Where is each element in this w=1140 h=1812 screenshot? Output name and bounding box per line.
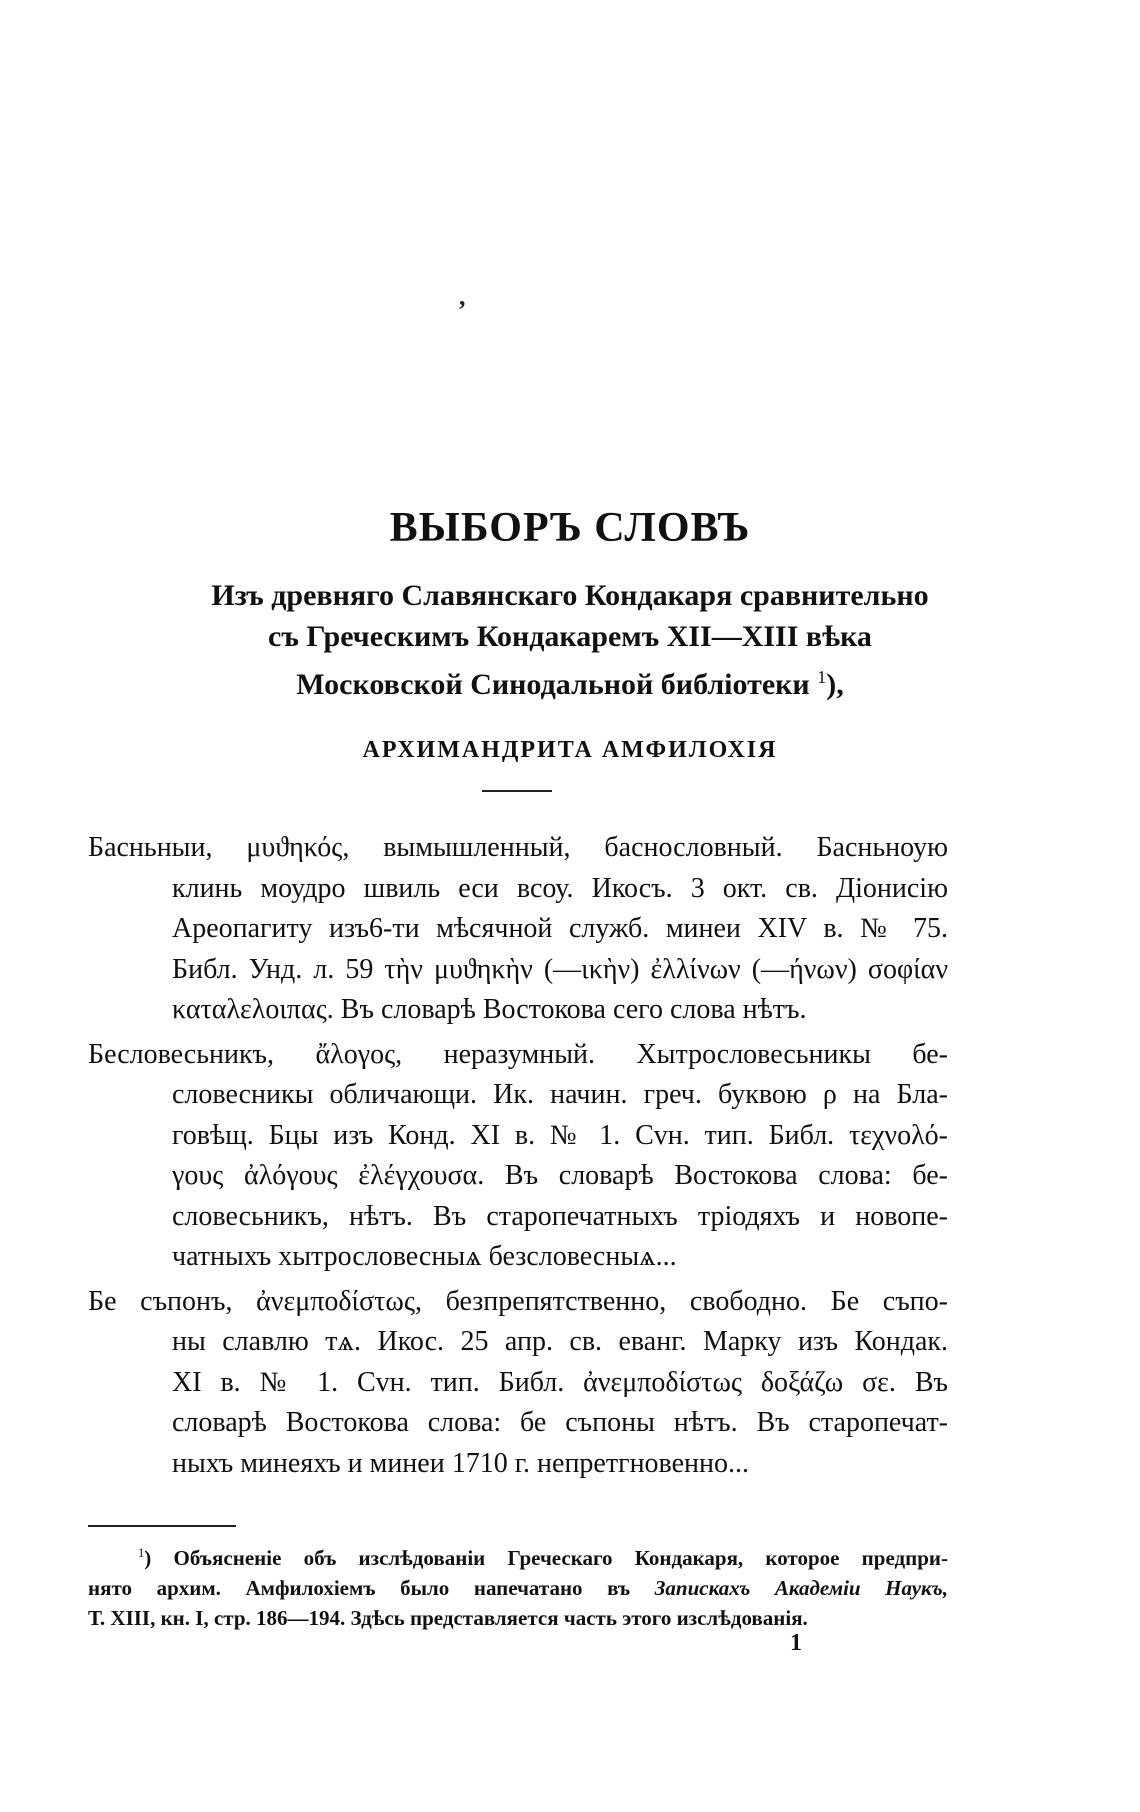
footnote-line-1: $^1$) Объясненіе объ изслѣдованіи Греческаго Кондакаря, которое предпри- [138, 1546, 948, 1570]
entry-line: клинь моудро швиль еси всоу. Икосъ. 3 окт. св. Діонисію [172, 872, 948, 904]
entry-line: γους ἀλόγους ἐλέγχουσα. Въ словарѣ Востокова слова: бе- [172, 1160, 948, 1191]
footnote [88, 1538, 948, 1633]
entry-line: ны славлю тѧ. Икос. 25 апр. св. еванг. Марку изъ Кондак. [172, 1326, 948, 1357]
entry-beslovesnik [88, 1035, 948, 1278]
entry-line: словарѣ Востокова слова: бе съпоны нѣтъ. Въ старопечат- [172, 1407, 948, 1438]
document-subtitle [80, 575, 1060, 705]
entry-line: καταλελοιπας. Въ словарѣ Востокова сего слова нѣтъ. [172, 994, 807, 1025]
page-number: 1 [790, 1630, 802, 1656]
footnote-divider [88, 1525, 236, 1527]
entries-list [88, 828, 948, 1488]
entry-line: словесникы обличающи. Ик. начин. греч. буквою ρ на Бла- [172, 1079, 948, 1110]
ink-mark: , [459, 282, 466, 311]
entry-line: говѣщ. Бцы изъ Конд. XI в. № 1. Сvн. тип. Библ. τεχνολό- [172, 1119, 948, 1151]
subtitle-line-1: Изъ древняго Славянскаго Кондакаря сравнительно [211, 579, 929, 612]
footnote-line-2: нято архим. Амфилохіемъ было напечатано въ Запискахъ Академіи Наукъ, [88, 1576, 948, 1600]
footnote-ref: 1 [817, 667, 827, 687]
entry-line: Бе съпонъ, ἀνεμποδίστως, безпрепятственно, свободно. Бе съпо- [88, 1285, 948, 1317]
footnote-marker: 1 [138, 1546, 145, 1560]
subtitle-line-2: съ Греческимъ Кондакаремъ XII—XIII вѣка [268, 620, 872, 653]
author-line: АРХИМАНДРИТА АМФИЛОХІЯ [362, 737, 778, 763]
entry-line: чатныхъ хытрословесныѧ безсловесныѧ... [172, 1241, 677, 1272]
entry-line: Бесловесьникъ, ἄλογος, неразумный. Хытрословесьникы бе- [88, 1038, 948, 1070]
entry-line: ныхъ минеяхъ и минеи 1710 г. непретгновенно... [172, 1447, 750, 1479]
footnote-line-3: Т. XIII, кн. I, стр. 186—194. Здѣсь представляется часть этого изслѣдованія. [88, 1606, 808, 1630]
entry-line: словесьникъ, нѣтъ. Въ старопечатныхъ тріодяхъ и новопе- [172, 1200, 948, 1232]
entry-be-sponu [88, 1282, 948, 1485]
title-divider [482, 790, 552, 792]
entry-line: Ареопагиту изъ6-ти мѣсячной служб. минеи XIV в. № 75. [172, 913, 948, 944]
entry-basnnyi [88, 828, 948, 1031]
document-title: ВЫБОРЪ СЛОВЪ [389, 505, 751, 551]
entry-line: Басньныи, μυϑηκός, вымышленный, баснословный. Басньноую [88, 832, 948, 863]
entry-line: XI в. № 1. Сvн. тип. Библ. ἀνεμποδίστως δοξάζω σε. Въ [172, 1366, 948, 1398]
subtitle-line-3: Московской Синодальной библіотеки $^1$), [296, 667, 844, 701]
entry-line: Библ. Унд. л. 59 τὴν μυϑηκὴν (—ικὴν) ἐλλίνων (—ήνων) σοφίαν [172, 953, 948, 985]
